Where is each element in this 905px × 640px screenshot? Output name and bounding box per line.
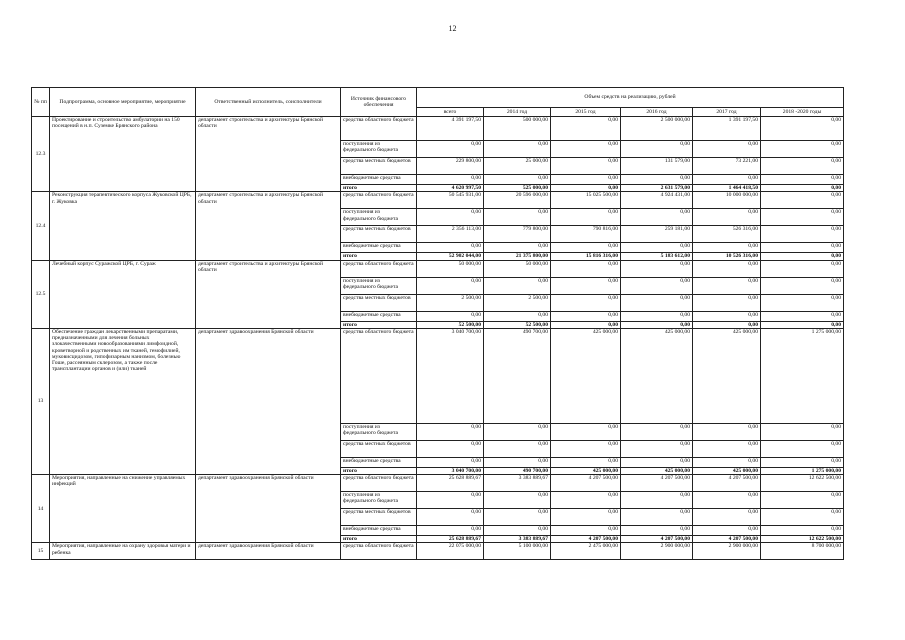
amount-cell: 425 000,00 [551, 328, 621, 423]
amount-cell: 0,00 [693, 526, 761, 536]
amount-cell: 0,00 [693, 209, 761, 226]
amount-cell: 0,00 [417, 457, 484, 467]
amount-cell: 425 000,00 [693, 467, 761, 474]
amount-cell: 0,00 [484, 440, 551, 457]
funding-source: средства областного бюджета [341, 117, 417, 141]
amount-cell: 0,00 [551, 526, 621, 536]
item-number: 12.4 [32, 192, 50, 260]
amount-cell: 0,00 [761, 509, 844, 526]
amount-cell: 10 000 000,00 [693, 192, 761, 209]
item-number: 14 [32, 475, 50, 543]
funding-source: внебюджетные средства [341, 311, 417, 321]
amount-cell: 0,00 [693, 141, 761, 158]
amount-cell: 0,00 [484, 277, 551, 294]
header-no: № пп [32, 88, 50, 117]
amount-cell: 1 391 197,50 [693, 117, 761, 141]
funding-source: средства областного бюджета [341, 328, 417, 423]
amount-cell: 0,00 [621, 440, 693, 457]
amount-cell: 500 000,00 [484, 117, 551, 141]
amount-cell: 490 700,00 [484, 467, 551, 474]
funding-source: итого [341, 253, 417, 260]
amount-cell: 0,00 [621, 423, 693, 440]
table-row [32, 543, 844, 560]
amount-cell: 0,00 [693, 423, 761, 440]
amount-cell: 4 620 997,50 [417, 185, 484, 192]
amount-cell: 0,00 [761, 253, 844, 260]
amount-cell: 5 100 000,00 [484, 543, 551, 560]
amount-cell: 0,00 [761, 117, 844, 141]
table-body [32, 117, 844, 560]
executor: департамент строительства и архитектуры Брянской области [196, 260, 341, 328]
amount-cell: 0,00 [761, 141, 844, 158]
amount-cell: 0,00 [621, 243, 693, 253]
page-number: 12 [448, 24, 457, 33]
funding-source: средства местных бюджетов [341, 294, 417, 311]
amount-cell: 779 800,00 [484, 226, 551, 243]
amount-cell: 10 526 316,00 [693, 253, 761, 260]
amount-cell: 0,00 [621, 277, 693, 294]
table-row [32, 192, 844, 209]
amount-cell: 425 000,00 [693, 328, 761, 423]
executor: департамент здравоохранения Брянской области [196, 543, 341, 560]
amount-cell: 22 075 000,00 [417, 543, 484, 560]
amount-cell: 0,00 [417, 209, 484, 226]
amount-cell: 4 391 197,50 [417, 117, 484, 141]
header-program: Подпрограмма, основное мероприятие, мероприятие [50, 88, 196, 117]
amount-cell: 12 622 500,00 [761, 475, 844, 492]
amount-cell: 0,00 [621, 311, 693, 321]
funding-source: внебюджетные средства [341, 526, 417, 536]
amount-cell: 0,00 [693, 175, 761, 185]
amount-cell: 425 000,00 [551, 467, 621, 474]
amount-cell: 0,00 [484, 311, 551, 321]
amount-cell: 0,00 [693, 457, 761, 467]
funding-source: средства местных бюджетов [341, 158, 417, 175]
amount-cell: 4 924 431,00 [621, 192, 693, 209]
amount-cell: 0,00 [484, 509, 551, 526]
amount-cell: 0,00 [693, 311, 761, 321]
amount-cell: 1 275 000,00 [761, 467, 844, 474]
funding-source: итого [341, 321, 417, 328]
amount-cell: 0,00 [621, 260, 693, 277]
funding-source: внебюджетные средства [341, 243, 417, 253]
amount-cell: 0,00 [693, 294, 761, 311]
amount-cell: 2 900 000,00 [693, 543, 761, 560]
amount-cell: 229 800,00 [417, 158, 484, 175]
amount-cell: 525 000,00 [484, 185, 551, 192]
amount-cell: 0,00 [551, 509, 621, 526]
amount-cell: 4 207 500,00 [693, 536, 761, 543]
amount-cell: 0,00 [551, 440, 621, 457]
funding-source: поступления из федерального бюджета [341, 277, 417, 294]
header-year-2017: 2017 год [693, 108, 761, 117]
funding-source: поступления из федерального бюджета [341, 492, 417, 509]
amount-cell: 15 816 316,00 [551, 253, 621, 260]
amount-cell: 2 356 113,00 [417, 226, 484, 243]
funding-source: внебюджетные средства [341, 457, 417, 467]
activity-name: Реконструкция терапевтического корпуса Жуковской ЦРБ, г. Жуковка [50, 192, 196, 260]
amount-cell: 52 500,00 [417, 321, 484, 328]
amount-cell: 0,00 [761, 243, 844, 253]
amount-cell: 0,00 [761, 185, 844, 192]
amount-cell: 0,00 [551, 141, 621, 158]
amount-cell: 0,00 [621, 457, 693, 467]
amount-cell: 0,00 [484, 141, 551, 158]
table-row [32, 475, 844, 492]
amount-cell: 3 040 700,00 [417, 328, 484, 423]
amount-cell: 0,00 [551, 185, 621, 192]
header-executor: Ответственный исполнитель, соисполнители [196, 88, 341, 117]
amount-cell: 0,00 [693, 492, 761, 509]
amount-cell: 50 545 931,00 [417, 192, 484, 209]
amount-cell: 12 622 500,00 [761, 536, 844, 543]
header-year-2016: 2016 год [621, 108, 693, 117]
amount-cell: 0,00 [693, 509, 761, 526]
header-year-2015: 2015 год [551, 108, 621, 117]
amount-cell: 0,00 [761, 277, 844, 294]
amount-cell: 0,00 [417, 175, 484, 185]
amount-cell: 425 000,00 [621, 328, 693, 423]
funding-source: средства местных бюджетов [341, 440, 417, 457]
header-year-total: всего [417, 108, 484, 117]
item-number: 15 [32, 543, 50, 560]
amount-cell: 50 000,00 [484, 260, 551, 277]
amount-cell: 0,00 [761, 423, 844, 440]
amount-cell: 50 000,00 [417, 260, 484, 277]
amount-cell: 2 500,00 [484, 294, 551, 311]
amount-cell: 25 628 889,67 [417, 475, 484, 492]
amount-cell: 0,00 [484, 209, 551, 226]
amount-cell: 15 025 500,00 [551, 192, 621, 209]
amount-cell: 0,00 [417, 277, 484, 294]
amount-cell: 0,00 [761, 526, 844, 536]
amount-cell: 0,00 [417, 423, 484, 440]
amount-cell: 21 375 800,00 [484, 253, 551, 260]
activity-name: Мероприятия, направленные на охрану здоровья матери и ребенка [50, 543, 196, 560]
amount-cell: 0,00 [761, 321, 844, 328]
amount-cell: 8 700 000,00 [761, 543, 844, 560]
funding-source: поступления из федерального бюджета [341, 141, 417, 158]
amount-cell: 0,00 [551, 492, 621, 509]
activity-name: Обеспечение граждан лекарственными препаратами, предназначенными для лечения больных злокачественными новообразованиями лимфоидной, кроветворной и родственных им тканей, гемофилией, муковисцидозом, гипофизарным нанизмом, болезнью Гоше, рассеянным склерозом, а также после трансплантации органов и (или) тканей [50, 328, 196, 474]
amount-cell: 0,00 [761, 492, 844, 509]
amount-cell: 0,00 [621, 175, 693, 185]
funding-source: внебюджетные средства [341, 175, 417, 185]
amount-cell: 4 207 500,00 [551, 475, 621, 492]
activity-name: Мероприятия, направленные на снижение управляемых инфекций [50, 475, 196, 543]
amount-cell: 490 700,00 [484, 328, 551, 423]
activity-name: Проектирование и строительство амбулатории на 150 посещений в н.п. Суземке Брянского района [50, 117, 196, 192]
amount-cell: 0,00 [551, 158, 621, 175]
amount-cell: 1 464 418,50 [693, 185, 761, 192]
table-row [32, 328, 844, 423]
amount-cell: 131 579,00 [621, 158, 693, 175]
amount-cell: 4 207 500,00 [551, 536, 621, 543]
amount-cell: 0,00 [621, 141, 693, 158]
amount-cell: 0,00 [551, 311, 621, 321]
item-number: 13 [32, 328, 50, 474]
executor: департамент здравоохранения Брянской области [196, 328, 341, 474]
amount-cell: 0,00 [484, 492, 551, 509]
amount-cell: 0,00 [551, 321, 621, 328]
amount-cell: 0,00 [761, 440, 844, 457]
amount-cell: 0,00 [761, 192, 844, 209]
amount-cell: 0,00 [551, 423, 621, 440]
amount-cell: 4 207 500,00 [693, 475, 761, 492]
header-source: Источник финансового обеспечения [341, 88, 417, 117]
amount-cell: 2 500,00 [417, 294, 484, 311]
amount-cell: 52 902 044,00 [417, 253, 484, 260]
header-year-2018-2020: 2018 -2020 годы [761, 108, 844, 117]
item-number: 12.5 [32, 260, 50, 328]
amount-cell: 3 383 889,67 [484, 536, 551, 543]
amount-cell: 0,00 [417, 141, 484, 158]
amount-cell: 526 316,00 [693, 226, 761, 243]
table-row [32, 260, 844, 277]
amount-cell: 0,00 [417, 492, 484, 509]
amount-cell: 4 207 500,00 [621, 536, 693, 543]
amount-cell: 4 207 500,00 [621, 475, 693, 492]
amount-cell: 25 000,00 [484, 158, 551, 175]
amount-cell: 2 900 000,00 [621, 543, 693, 560]
amount-cell: 0,00 [551, 277, 621, 294]
budget-table-container [31, 87, 843, 560]
amount-cell: 0,00 [484, 423, 551, 440]
amount-cell: 0,00 [551, 175, 621, 185]
amount-cell: 20 596 000,00 [484, 192, 551, 209]
amount-cell: 2 631 579,00 [621, 185, 693, 192]
amount-cell: 2 475 000,00 [551, 543, 621, 560]
executor: департамент здравоохранения Брянской области [196, 475, 341, 543]
amount-cell: 0,00 [621, 526, 693, 536]
amount-cell: 0,00 [693, 277, 761, 294]
funding-source: поступления из федерального бюджета [341, 423, 417, 440]
amount-cell: 5 183 612,00 [621, 253, 693, 260]
amount-cell: 0,00 [621, 492, 693, 509]
budget-table [31, 87, 844, 560]
amount-cell: 0,00 [761, 158, 844, 175]
amount-cell: 52 500,00 [484, 321, 551, 328]
amount-cell: 0,00 [621, 209, 693, 226]
amount-cell: 0,00 [484, 526, 551, 536]
amount-cell: 0,00 [551, 243, 621, 253]
funding-source: средства областного бюджета [341, 260, 417, 277]
amount-cell: 25 628 889,67 [417, 536, 484, 543]
amount-cell: 0,00 [417, 311, 484, 321]
amount-cell: 425 000,00 [621, 467, 693, 474]
amount-cell: 0,00 [551, 294, 621, 311]
amount-cell: 0,00 [417, 440, 484, 457]
amount-cell: 0,00 [621, 294, 693, 311]
amount-cell: 0,00 [551, 457, 621, 467]
amount-cell: 0,00 [761, 260, 844, 277]
amount-cell: 0,00 [551, 209, 621, 226]
funding-source: средства областного бюджета [341, 475, 417, 492]
amount-cell: 3 383 889,67 [484, 475, 551, 492]
amount-cell: 0,00 [484, 457, 551, 467]
amount-cell: 790 816,00 [551, 226, 621, 243]
funding-source: итого [341, 536, 417, 543]
amount-cell: 0,00 [621, 509, 693, 526]
funding-source: средства областного бюджета [341, 192, 417, 209]
amount-cell: 0,00 [761, 226, 844, 243]
funding-source: поступления из федерального бюджета [341, 209, 417, 226]
amount-cell: 0,00 [551, 117, 621, 141]
amount-cell: 0,00 [761, 294, 844, 311]
funding-source: итого [341, 185, 417, 192]
item-number: 12.3 [32, 117, 50, 192]
amount-cell: 73 221,00 [693, 158, 761, 175]
amount-cell: 1 275 000,00 [761, 328, 844, 423]
executor: департамент строительства и архитектуры Брянской области [196, 192, 341, 260]
amount-cell: 0,00 [761, 175, 844, 185]
header-volume: Объем средств на реализацию, рублей [417, 88, 844, 108]
amount-cell: 0,00 [761, 311, 844, 321]
activity-name: Лечебный корпус Суражской ЦРБ, г. Сураж [50, 260, 196, 328]
amount-cell: 0,00 [417, 243, 484, 253]
amount-cell: 0,00 [693, 260, 761, 277]
amount-cell: 0,00 [484, 243, 551, 253]
amount-cell: 3 040 700,00 [417, 467, 484, 474]
amount-cell: 0,00 [621, 321, 693, 328]
amount-cell: 259 181,00 [621, 226, 693, 243]
amount-cell: 0,00 [761, 457, 844, 467]
amount-cell: 0,00 [693, 243, 761, 253]
amount-cell: 0,00 [693, 440, 761, 457]
amount-cell: 0,00 [693, 321, 761, 328]
amount-cell: 0,00 [551, 260, 621, 277]
amount-cell: 2 500 000,00 [621, 117, 693, 141]
executor: департамент строительства и архитектуры Брянской области [196, 117, 341, 192]
funding-source: средства областного бюджета [341, 543, 417, 560]
funding-source: итого [341, 467, 417, 474]
header-year-2014: 2014 год [484, 108, 551, 117]
table-row [32, 117, 844, 141]
amount-cell: 0,00 [417, 509, 484, 526]
funding-source: средства местных бюджетов [341, 226, 417, 243]
funding-source: средства местных бюджетов [341, 509, 417, 526]
amount-cell: 0,00 [484, 175, 551, 185]
amount-cell: 0,00 [417, 526, 484, 536]
amount-cell: 0,00 [761, 209, 844, 226]
